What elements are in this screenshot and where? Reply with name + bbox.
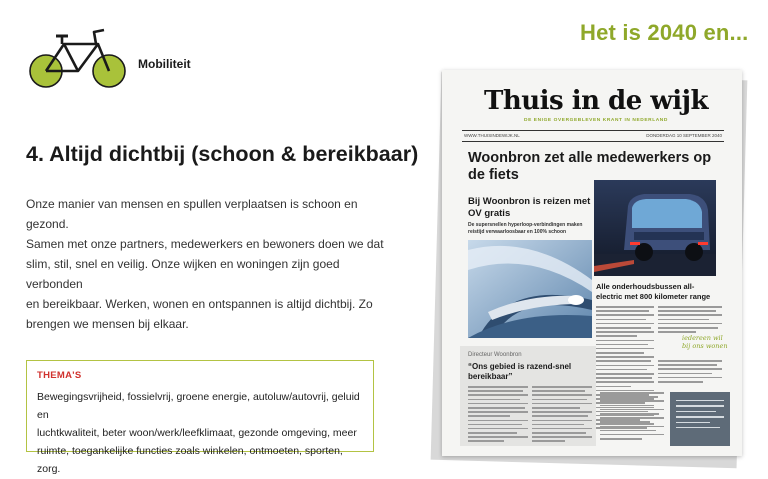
advertisement-box [670, 392, 730, 446]
article-text-block [658, 306, 722, 335]
intro-line: slim, stil, snel en veilig. Onze wijken en woningen zijn goed verbonden [26, 257, 340, 291]
themes-line: luchtkwaliteit, beter woon/werk/leefklimaat, gezonde omgeving, meer [37, 427, 357, 439]
divider [462, 130, 724, 131]
newspaper-subtext: De supersnellen hyperloop-verbindingen maken reistijd verwaarloosbaar en 100% schoon [468, 222, 583, 235]
article-text-block [468, 386, 528, 445]
intro-line: brengen we mensen bij elkaar. [26, 317, 189, 331]
newspaper-url: WWW.THUISINDEWIJK.NL [464, 133, 520, 138]
tagline: Het is 2040 en... [580, 20, 749, 45]
newspaper-subheadline: Bij Woonbron is reizen met OV gratis [468, 196, 591, 219]
newspaper-title: Thuis in de wijk [484, 86, 709, 116]
themes-line: ruimte, toegankelijke functies zoals winkelen, ontmoeten, sporten, zorg. [37, 445, 343, 475]
bicycle-icon [26, 22, 130, 92]
article-text-block [658, 360, 722, 385]
bus-caption: Alle onderhoudsbussen all-electric met 800 kilometer range [596, 282, 711, 301]
themes-box [26, 360, 374, 475]
category-label: Mobiliteit [138, 57, 191, 71]
themes-text [37, 388, 363, 478]
article-text-block [532, 386, 592, 445]
electric-bus-image [594, 180, 716, 276]
newspaper-headline: Woonbron zet alle medewerkers op de fiets [468, 150, 712, 183]
newspaper-quote: iedereen wil bij ons wonen [682, 334, 728, 350]
section-title: 4. Altijd dichtbij (schoon & bereikbaar) [26, 142, 419, 166]
intro-line: en bereikbaar. Werken, wonen en ontspannen is altijd dichtbij. Zo [26, 297, 373, 311]
themes-heading: THEMA'S [37, 370, 82, 381]
intro-paragraph [26, 194, 396, 334]
themes-line: Bewegingsvrijheid, fossielvrij, groene energie, autoluw/autovrij, geluid en [37, 391, 360, 421]
article-text-block [600, 392, 664, 442]
interview-title: “Ons gebied is razend-snel bereikbaar” [468, 362, 572, 381]
interview-label: Directeur Woonbron [468, 352, 522, 358]
intro-line: Onze manier van mensen en spullen verplaatsen is schoon en gezond. [26, 197, 358, 231]
divider [462, 141, 724, 142]
intro-line: Samen met onze partners, medewerkers en bewoners doen we dat [26, 237, 384, 251]
newspaper-subtitle: DE ENIGE OVERGEBLEVEN KRANT IN NEDERLAND [524, 118, 668, 123]
newspaper-date: DONDERDAG 10 SEPTEMBER 2040 [646, 133, 722, 138]
newspaper-illustration [442, 70, 742, 456]
hyperloop-image [468, 240, 592, 338]
